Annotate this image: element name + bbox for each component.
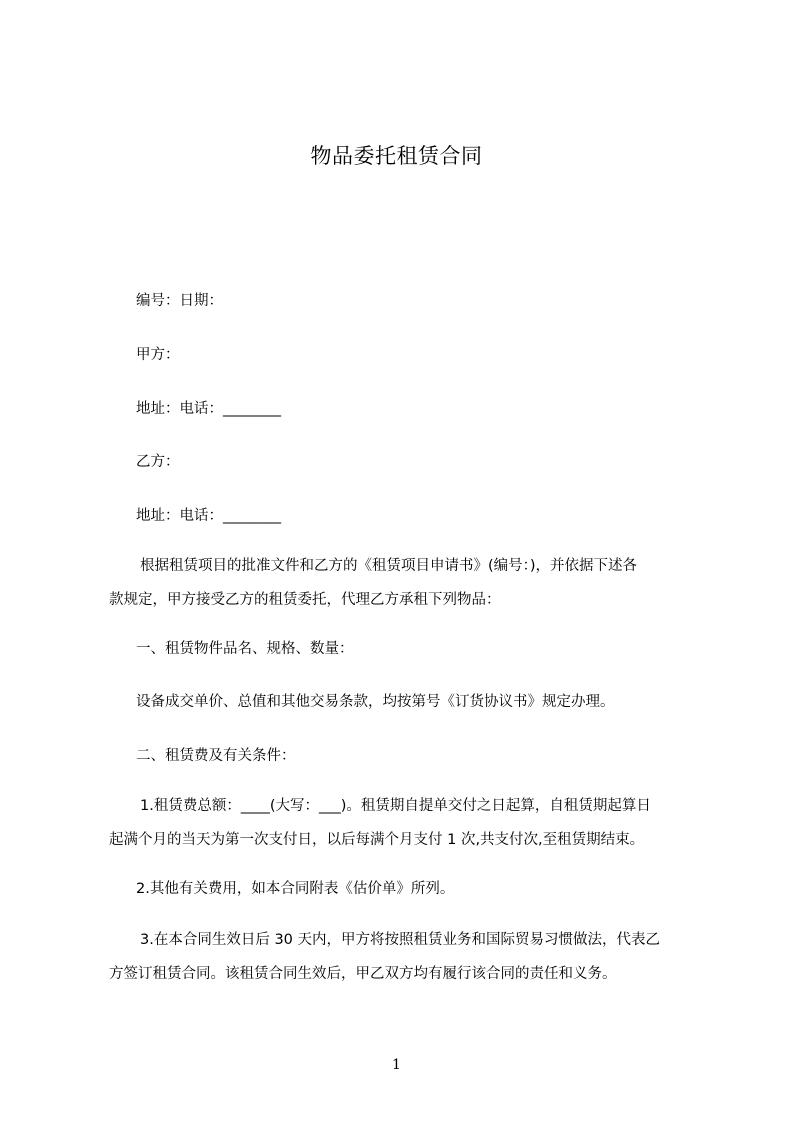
section-2-item-2: 2.其他有关费用，如本合同附表《估价单》所列。 [136,881,455,897]
section-2-item-3 [109,923,699,991]
document-title: 物品委托租赁合同 [310,144,483,168]
page-number: 1 [392,1057,401,1073]
section-2-heading: 二、租赁费及有关条件： [136,748,296,764]
number-date-field: 编号：日期： [136,293,223,309]
intro-line-2: 款规定，甲方接受乙方的租赁委托，代理乙方承租下列物品： [109,592,501,608]
section-1-body: 设备成交单价、总值和其他交易条款，均按第号《订货协议书》规定办理。 [136,694,615,710]
item-3-line-2: 方签订租赁合同。该租赁合同生效后，甲乙双方均有履行该合同的责任和义务。 [109,966,617,982]
intro-paragraph [109,549,699,617]
item-3-line-1: 3.在本合同生效日后 30 天内，甲方将按照租赁业务和国际贸易习惯做法，代表乙 [140,932,661,948]
section-1-heading: 一、租赁物件品名、规格、数量： [136,641,354,657]
party-b-field: 乙方： [136,454,180,470]
section-2-item-1 [109,789,699,857]
party-a-address-field: 地址：电话：________ [136,401,281,417]
party-a-field: 甲方： [136,347,180,363]
item-1-line-1: 1.租赁费总额：____(大写：___)。租赁期自提单交付之日起算，自租赁期起算日 [140,798,651,814]
party-b-address-field: 地址：电话：________ [136,508,281,524]
item-1-line-2: 起满个月的当天为第一次支付日，以后每满个月支付 1 次,共支付次,至租赁期结束。 [109,832,645,848]
intro-line-1: 根据租赁项目的批准文件和乙方的《租赁项目申请书》(编号：)，并依据下述各 [140,558,638,574]
